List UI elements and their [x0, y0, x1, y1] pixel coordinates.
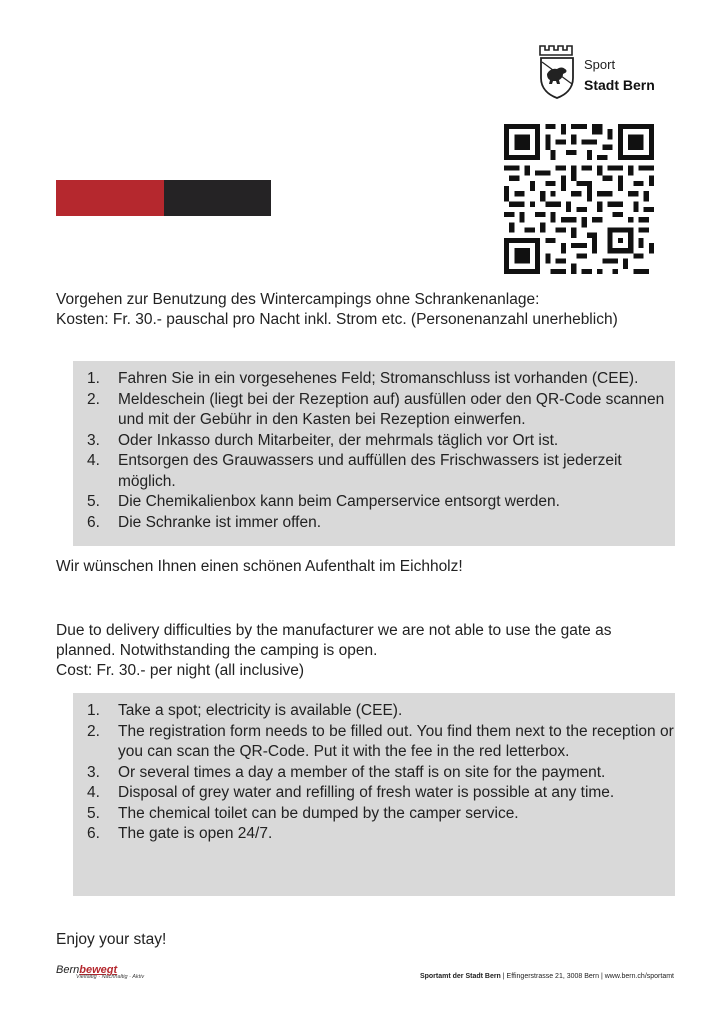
german-closing: Wir wünschen Ihnen einen schönen Aufenthalt im Eichholz! [56, 558, 463, 575]
german-intro-line1: Vorgehen zur Benutzung des Wintercampings ohne Schrankenanlage: [56, 291, 540, 308]
list-item [73, 804, 675, 825]
step-text: Or several times a day a member of the staff is on site for the payment. [118, 763, 606, 781]
accent-bar-red [56, 180, 164, 216]
english-intro-line2: Cost: Fr. 30.- per night (all inclusive) [56, 662, 305, 679]
step-text: Take a spot; electricity is available (CEE). [118, 702, 403, 719]
english-intro [56, 621, 666, 681]
step-number: 5. [87, 804, 100, 822]
brand-bern: Bern [56, 964, 80, 976]
list-item [73, 369, 675, 390]
german-steps-box [73, 361, 675, 546]
german-steps-list [73, 369, 675, 533]
step-number: 6. [87, 513, 100, 531]
list-item [73, 701, 675, 722]
step-text: Oder Inkasso durch Mitarbeiter, der mehrmals täglich vor Ort ist. [118, 431, 559, 449]
list-item [73, 451, 675, 492]
step-text: Die Chemikalienbox kann beim Camperservice entsorgt werden. [118, 493, 560, 510]
footer-office: Sportamt der Stadt Bern [419, 973, 501, 980]
bern-crest-icon [538, 44, 576, 100]
step-number: 1. [87, 702, 100, 719]
list-item [73, 763, 675, 784]
qr-code[interactable] [504, 124, 654, 274]
brand-tagline: Vielfältig · Nachhaltig · Aktiv [76, 974, 145, 980]
english-closing: Enjoy your stay! [56, 931, 167, 948]
list-item [73, 783, 675, 804]
step-number: 5. [87, 493, 100, 510]
step-text: The chemical toilet can be dumped by the camper service. [118, 804, 519, 822]
brand-bewegt: bewegt [79, 964, 118, 976]
step-text: The registration form needs to be filled out. You find them next to the reception or you can scan the QR-Code. Put it with the fee in the red letterbox. [118, 722, 674, 760]
english-steps-list [73, 701, 675, 845]
footer-address: | Effingerstrasse 21, 3008 Bern | www.bern.ch/sportamt [500, 973, 674, 980]
step-number: 6. [87, 825, 100, 842]
accent-bar-dark [164, 180, 271, 216]
step-text: Disposal of grey water and refilling of fresh water is possible at any time. [118, 784, 615, 801]
step-text: Die Schranke ist immer offen. [118, 513, 322, 531]
step-text: Meldeschein (liegt bei der Rezeption auf) ausfüllen oder den QR-Code scannen und mit der Gebühr in den Kasten bei Rezeption einwerfen. [118, 390, 665, 428]
english-steps-box [73, 693, 675, 896]
logo-city-label: Stadt Bern [584, 77, 655, 93]
list-item [73, 513, 675, 534]
english-intro-line1: Due to delivery difficulties by the manufacturer we are not able to use the gate as planned. Notwithstanding the camping is open. [56, 622, 612, 659]
stadt-bern-logo [538, 44, 678, 100]
step-number: 2. [87, 722, 100, 740]
step-text: Entsorgen des Grauwassers und auffüllen des Frischwassers ist jederzeit möglich. [118, 452, 622, 490]
step-text: Fahren Sie in ein vorgesehenes Feld; Stromanschluss ist vorhanden (CEE). [118, 370, 639, 387]
list-item [73, 722, 675, 763]
bern-bewegt-logo [56, 960, 166, 984]
step-number: 3. [87, 431, 100, 449]
german-intro-line2: Kosten: Fr. 30.- pauschal pro Nacht inkl. Strom etc. (Personenanzahl unerheblich) [56, 311, 618, 328]
footer-contact [420, 973, 674, 980]
list-item [73, 390, 675, 431]
list-item [73, 431, 675, 452]
step-number: 3. [87, 763, 100, 781]
step-number: 1. [87, 370, 100, 387]
step-number: 2. [87, 390, 100, 408]
list-item [73, 492, 675, 513]
list-item [73, 824, 675, 845]
german-intro [56, 290, 666, 330]
step-number: 4. [87, 452, 100, 469]
step-number: 4. [87, 784, 100, 801]
logo-sport-label: Sport [584, 57, 616, 72]
step-text: The gate is open 24/7. [118, 825, 273, 842]
